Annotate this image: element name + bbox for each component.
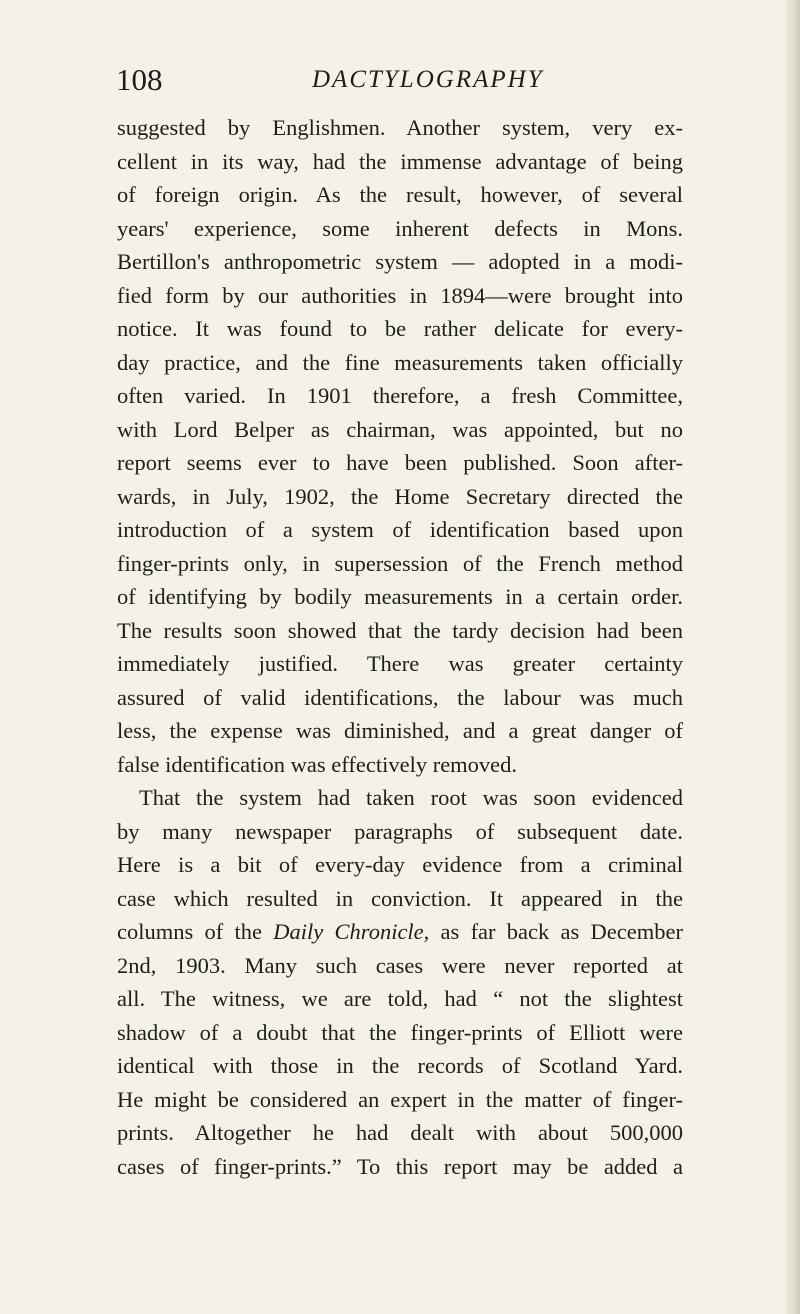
text-line: Here is a bit of every-day evidence from a criminal xyxy=(117,852,683,877)
text-line: of identifying by bodily measurements in a certain order. xyxy=(117,584,683,609)
text-line: often varied. In 1901 therefore, a fresh Committee, xyxy=(117,383,683,408)
text-line: with Lord Belper as chairman, was appointed, but no xyxy=(117,416,683,442)
text-line: fied form by our authorities in 1894—were brought into xyxy=(117,282,683,308)
text-line: immediately justified. There was greater certainty xyxy=(117,651,683,676)
text-line: 2nd, 1903. Many such cases were never reported at xyxy=(117,952,683,978)
text-line: of foreign origin. As the result, however, of several xyxy=(117,182,683,207)
text-line: Bertillon's anthropometric system — adopted in a modi- xyxy=(117,249,683,274)
text-line: suggested by Englishmen. Another system, very ex- xyxy=(117,115,683,140)
text-line: shadow of a doubt that the finger-prints of Elliott were xyxy=(117,1019,683,1045)
text-run: as far back as December xyxy=(429,919,683,944)
text-line: introduction of a system of identification based upon xyxy=(117,517,683,542)
text-line: notice. It was found to be rather delicate for every- xyxy=(117,316,683,341)
text-line: identical with those in the records of Scotland Yard. xyxy=(117,1053,683,1078)
text-line: cellent in its way, had the immense advantage of being xyxy=(117,148,683,174)
text-line-paragraph-end: false identification was effectively removed. xyxy=(117,751,518,777)
body-text xyxy=(117,111,683,1183)
text-line: all. The witness, we are told, had “ not the slightest xyxy=(117,986,683,1011)
running-title: DACTYLOGRAPHY xyxy=(312,66,544,93)
text-line: report seems ever to have been published. Soon after- xyxy=(117,450,683,475)
text-line: by many newspaper paragraphs of subsequent date. xyxy=(117,818,683,844)
page-number: 108 xyxy=(116,62,163,97)
text-line: The results soon showed that the tardy decision had been xyxy=(117,617,683,643)
text-line: assured of valid identifications, the labour was much xyxy=(117,684,683,710)
text-line-with-italic xyxy=(117,915,683,949)
text-line: He might be considered an expert in the matter of finger- xyxy=(117,1086,683,1112)
text-line: day practice, and the fine measurements taken officially xyxy=(117,349,683,375)
text-run: columns of the xyxy=(117,919,274,944)
text-line-paragraph-start: That the system had taken root was soon evidenced xyxy=(139,785,683,810)
newspaper-title: Daily Chronicle, xyxy=(273,919,430,944)
text-line: prints. Altogether he had dealt with about 500,000 xyxy=(117,1120,683,1145)
text-line: case which resulted in conviction. It appeared in the xyxy=(117,885,683,911)
text-line: less, the expense was diminished, and a great danger of xyxy=(117,718,683,743)
text-line: finger-prints only, in supersession of the French method xyxy=(117,550,683,576)
text-line: cases of finger-prints.” To this report may be added a xyxy=(117,1153,683,1179)
running-head xyxy=(116,60,686,100)
text-line: wards, in July, 1902, the Home Secretary directed the xyxy=(117,483,683,509)
page-gutter-shadow xyxy=(786,0,800,1314)
text-line: years' experience, some inherent defects in Mons. xyxy=(117,215,683,241)
